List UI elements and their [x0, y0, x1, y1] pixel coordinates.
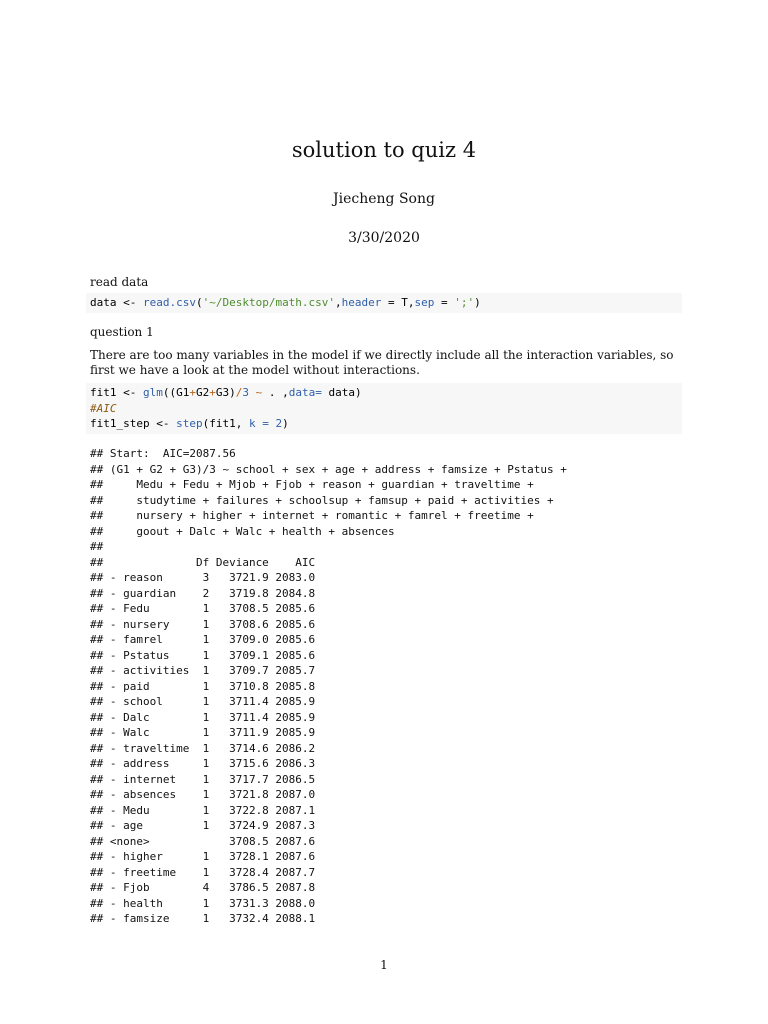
code-string: '~/Desktop/math.csv': [202, 296, 336, 309]
code-argument: sep: [414, 296, 435, 309]
console-output-line: ## - Pstatus 1 3709.1 2085.6: [90, 648, 316, 662]
console-output-line: ## - nursery 1 3708.6 2085.6: [90, 617, 316, 631]
console-output-line: ## Medu + Fedu + Mjob + Fjob + reason + guardian + traveltime +: [90, 478, 534, 491]
console-output-line: ## - traveltime 1 3714.6 2086.2: [90, 741, 316, 755]
code-text: data): [321, 386, 362, 399]
console-output-line: ## - paid 1 3710.8 2085.8: [90, 679, 316, 693]
console-output-line: ## - famrel 1 3709.0 2085.6: [90, 633, 316, 646]
code-text: ((G1: [162, 386, 190, 399]
console-output-line: ## - absences 1 3721.8 2087.0: [90, 788, 316, 801]
code-text: = T,: [381, 296, 415, 309]
console-output-line: ## - Medu 1 3722.8 2087.1: [90, 803, 316, 817]
code-block-read-data: [86, 293, 682, 313]
code-text: G3): [215, 386, 236, 399]
console-output-line: ## (G1 + G2 + G3)/3 ~ school + sex + age + address + famsize + Pstatus +: [90, 462, 567, 476]
page-number: 1: [380, 958, 388, 972]
code-argument: header: [341, 296, 382, 309]
console-output-line: ## - Fedu 1 3708.5 2085.6: [90, 602, 316, 615]
code-string: ';': [454, 296, 475, 309]
code-function: step: [176, 417, 203, 430]
code-operator: /: [235, 386, 243, 399]
code-operator: ~: [255, 386, 263, 399]
console-output-line: ## - higher 1 3728.1 2087.6: [90, 850, 316, 863]
document-date: 3/30/2020: [348, 230, 420, 246]
code-text: ): [474, 296, 481, 309]
console-output-line: ## - Fjob 4 3786.5 2087.8: [90, 881, 316, 894]
console-output-line: ## <none> 3708.5 2087.6: [90, 834, 316, 848]
question1-label: question 1: [90, 325, 154, 339]
code-argument: data=: [288, 386, 322, 399]
console-output-line: ## - address 1 3715.6 2086.3: [90, 757, 316, 770]
console-output-line: ## goout + Dalc + Walc + health + absences: [90, 524, 395, 538]
code-text: fit1 <-: [90, 386, 143, 399]
console-output-line: ## nursery + higher + internet + romantic + famrel + freetime +: [90, 509, 534, 522]
console-output-line: ## - health 1 3731.3 2088.0: [90, 896, 316, 910]
console-output-line: ## - famsize 1 3732.4 2088.1: [90, 912, 316, 925]
console-output-line: ## - reason 3 3721.9 2083.0: [90, 571, 316, 584]
code-operator: +: [189, 386, 196, 399]
console-output-line: ##: [90, 540, 104, 553]
console-output-line: ## - school 1 3711.4 2085.9: [90, 695, 316, 708]
code-function: glm: [142, 386, 163, 399]
console-output-line: ## Start: AIC=2087.56: [90, 447, 236, 460]
console-output: [90, 446, 567, 927]
code-text: ): [282, 417, 289, 430]
document-title: solution to quiz 4: [291, 138, 477, 162]
code-block-fit: [86, 383, 682, 434]
code-operator: +: [209, 386, 216, 399]
code-function: read.csv: [142, 296, 196, 309]
code-number: 3: [242, 386, 249, 399]
code-text: fit1_step <-: [90, 417, 177, 430]
console-output-line: ## - internet 1 3717.7 2086.5: [90, 772, 316, 786]
console-output-line: ## - Dalc 1 3711.4 2085.9: [90, 710, 316, 724]
code-text: . ,: [262, 386, 289, 399]
code-argument: k =: [248, 417, 276, 430]
code-text: data <-: [90, 296, 143, 309]
code-text: (fit1,: [202, 417, 249, 430]
console-output-line: ## Df Deviance AIC: [90, 555, 316, 569]
console-output-line: ## - guardian 2 3719.8 2084.8: [90, 586, 316, 600]
code-text: =: [434, 296, 455, 309]
document-author: Jiecheng Song: [333, 191, 435, 207]
console-output-line: ## - freetime 1 3728.4 2087.7: [90, 865, 316, 879]
console-output-line: ## - activities 1 3709.7 2085.7: [90, 664, 316, 677]
console-output-line: ## - Walc 1 3711.9 2085.9: [90, 726, 316, 739]
code-number: 2: [275, 417, 283, 430]
read-data-label: read data: [90, 275, 149, 289]
code-text: (: [195, 296, 203, 309]
code-text: ,: [335, 296, 342, 309]
console-output-line: ## - age 1 3724.9 2087.3: [90, 819, 316, 832]
code-text: G2: [195, 386, 210, 399]
code-text: [249, 386, 256, 399]
code-comment: #AIC: [90, 401, 117, 415]
question1-text: There are too many variables in the model if we directly include all the interaction variables, so first we have a look at the model without interactions.: [90, 348, 674, 377]
console-output-line: ## studytime + failures + schoolsup + famsup + paid + activities +: [90, 493, 554, 507]
